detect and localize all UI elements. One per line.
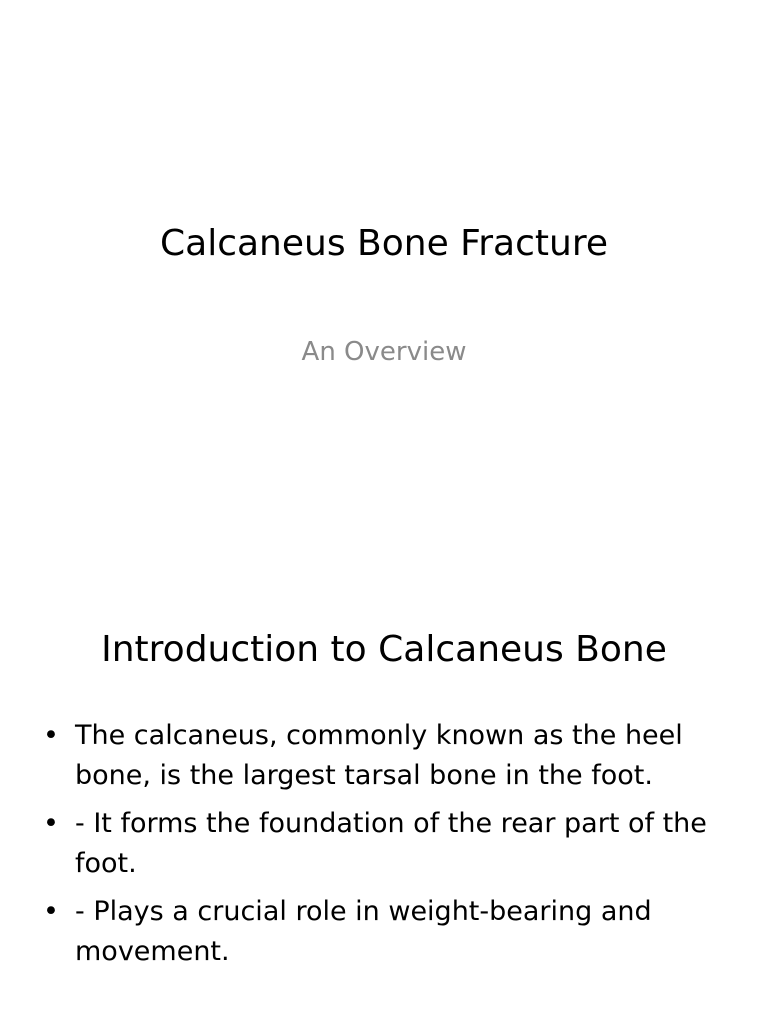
bullet-item (38, 804, 718, 884)
content-slide (0, 576, 768, 1024)
slide-title: Introduction to Calcaneus Bone (101, 629, 667, 670)
bullet-item (38, 716, 718, 796)
bullet-item (38, 892, 718, 972)
bullet-list (38, 716, 718, 980)
bullet-text: The calcaneus, commonly known as the heel bone, is the largest tarsal bone in the foot. (75, 720, 683, 791)
bullet-icon: • (43, 720, 59, 751)
bullet-text: - It forms the foundation of the rear part of the foot. (75, 808, 707, 879)
bullet-icon: • (43, 808, 59, 839)
bullet-text: - Plays a crucial role in weight-bearing and movement. (75, 896, 652, 967)
slide-subtitle: An Overview (301, 337, 467, 367)
bullet-icon: • (43, 896, 59, 927)
slide-title: Calcaneus Bone Fracture (160, 223, 608, 264)
